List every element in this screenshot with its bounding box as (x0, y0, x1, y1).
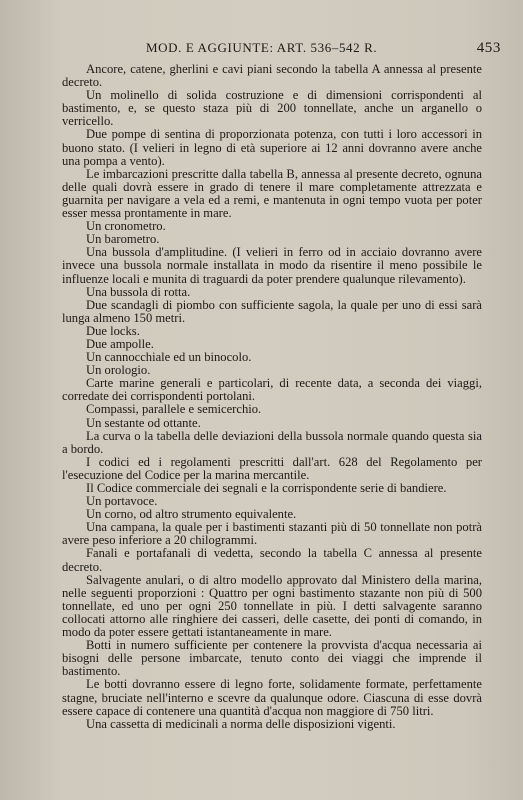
paragraph: Botti in numero sufficiente per contenere la provvista d'acqua necessaria ai bisogni delle persone imbarcate, tenuto conto dei viaggi che imprende il bastimento. (62, 638, 482, 679)
paragraph: Carte marine generali e particolari, di recente data, a seconda dei viaggi, corredate dei corrispondenti portolani. (62, 376, 482, 404)
paragraph: Le botti dovranno essere di legno forte, solidamente formate, perfettamente stagne, bruciate nell'interno e scevre da qualunque odore. Ciascuna di esse dovrà essere capace di contenere una quantità d'acqua non maggiore di 750 litri. (62, 677, 482, 718)
paragraph: Il Codice commerciale dei segnali e la corrispondente serie di bandiere. (86, 481, 447, 495)
paragraph: Due scandagli di piombo con sufficiente sagola, la quale per uno di essi sarà lunga almeno 150 metri. (62, 297, 482, 325)
paragraph: Due pompe di sentina di proporzionata potenza, con tutti i loro accessori in buono stato. (I velieri in legno di età superiore ai 12 anni dovranno avere anche una pompa a vento). (62, 127, 482, 168)
running-title: MOD. E AGGIUNTE: ART. 536–542 R. (146, 40, 378, 55)
paragraph: Una campana, la quale per i bastimenti stazanti più di 50 tonnellate non potrà avere peso inferiore a 20 chilogrammi. (62, 520, 482, 548)
paragraph: Due locks. (86, 323, 140, 338)
paragraph: Una bussola di rotta. (86, 284, 191, 299)
paragraph: I codici ed i regolamenti prescritti dall'art. 628 del Regolamento per l'esecuzione del Codice per la marina mercantile. (62, 454, 482, 482)
paragraph: Fanali e portafanali di vedetta, secondo la tabella C annessa al presente decreto. (62, 546, 482, 574)
paragraph: Salvagente anulari, o di altro modello approvato dal Ministero della marina, nelle seguenti proporzioni : Quattro per ogni bastimento stazante non più di 500 tonnellate, ed uno per ogni 250 tonnellate in più. I detti salvagente saranno collocati attorno alle ringhiere dei casseri, delle casette, dei ponti di comando, in modo da poter essere gettati istantaneamente in mare. (62, 572, 482, 640)
paragraph: La curva o la tabella delle deviazioni della bussola normale quando questa sia a bordo. (62, 428, 482, 456)
page-body (62, 63, 482, 731)
paragraph: Un cronometro. (86, 219, 166, 234)
paragraph: Un orologio. (86, 363, 151, 378)
paragraph: Un corno, od altro strumento equivalente. (86, 507, 297, 522)
paragraph: Un barometro. (86, 232, 160, 247)
paragraph: Un cannocchiale ed un binocolo. (86, 350, 252, 365)
paragraph: Un sestante od ottante. (86, 415, 201, 430)
paragraph: Due ampolle. (86, 336, 154, 351)
paragraph: Una bussola d'amplitudine. (I velieri in ferro od in acciaio dovranno avere invece una bussola normale installata in modo da risentire il meno possibile le influenze locali e munita di traguardi da poter prendere qualunque rilevamento). (62, 245, 482, 286)
page-number: 453 (476, 40, 501, 56)
paragraph: Un molinello di solida costruzione e di dimensioni corrispondenti al bastimento, e, se questo staza più di 200 tonnellate, anche un arganello o verricello. (62, 88, 482, 129)
paragraph: Ancore, catene, gherlini e cavi piani secondo la tabella A annessa al presente decreto. (62, 62, 482, 90)
paragraph: Una cassetta di medicinali a norma delle disposizioni vigenti. (86, 716, 396, 731)
paragraph: Compassi, parallele e semicerchio. (86, 402, 262, 417)
paragraph: Le imbarcazioni prescritte dalla tabella B, annessa al presente decreto, ognuna delle quali dovrà essere in grado di tenere il mare completamente attrezzata e guarnita per navigare a vela ed a remi, e mantenuta in ogni tempo vuota per poter esser messa prontamente in mare. (62, 166, 482, 221)
page-header (0, 40, 523, 60)
paragraph: Un portavoce. (86, 494, 158, 509)
